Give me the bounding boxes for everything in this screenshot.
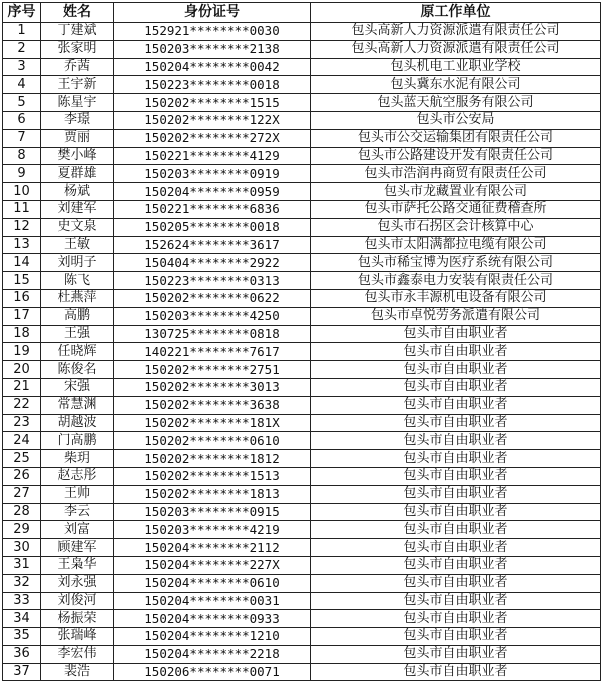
cell-index: 5 (3, 94, 41, 112)
cell-name: 宋强 (41, 378, 114, 396)
cell-id-number: 150202********0610 (114, 432, 311, 450)
cell-id-number: 150204********0933 (114, 610, 311, 628)
cell-id-number: 150221********6836 (114, 200, 311, 218)
table-row (3, 663, 601, 681)
cell-id-number: 150202********3638 (114, 396, 311, 414)
cell-index: 29 (3, 521, 41, 539)
cell-employer: 包头市萨托公路交通征费稽查所 (311, 200, 601, 218)
table-row (3, 40, 601, 58)
cell-employer: 包头市自由职业者 (311, 432, 601, 450)
cell-index: 1 (3, 23, 41, 41)
cell-id-number: 150202********1812 (114, 450, 311, 468)
cell-name: 杜燕萍 (41, 289, 114, 307)
header-name: 姓名 (41, 3, 114, 23)
cell-name: 王宇新 (41, 76, 114, 94)
cell-name: 王帅 (41, 485, 114, 503)
cell-index: 24 (3, 432, 41, 450)
cell-employer: 包头市公路建设开发有限责任公司 (311, 147, 601, 165)
cell-name: 王强 (41, 325, 114, 343)
cell-id-number: 152921********0030 (114, 23, 311, 41)
cell-index: 36 (3, 645, 41, 663)
cell-id-number: 152624********3617 (114, 236, 311, 254)
table-row (3, 289, 601, 307)
cell-name: 赵志彤 (41, 467, 114, 485)
header-index: 序号 (3, 3, 41, 23)
cell-employer: 包头市龙藏置业有限公司 (311, 183, 601, 201)
cell-employer: 包头市自由职业者 (311, 663, 601, 681)
cell-name: 樊小峰 (41, 147, 114, 165)
table-row (3, 556, 601, 574)
cell-name: 高鹏 (41, 307, 114, 325)
table-header (3, 3, 601, 23)
cell-index: 30 (3, 539, 41, 557)
cell-id-number: 150202********1813 (114, 485, 311, 503)
cell-employer: 包头市永丰源机电设备有限公司 (311, 289, 601, 307)
table-row (3, 307, 601, 325)
cell-employer: 包头市自由职业者 (311, 378, 601, 396)
cell-name: 杨振荣 (41, 610, 114, 628)
cell-name: 乔茜 (41, 58, 114, 76)
cell-name: 史文泉 (41, 218, 114, 236)
table-row (3, 343, 601, 361)
table-row (3, 111, 601, 129)
cell-employer: 包头市公安局 (311, 111, 601, 129)
cell-index: 2 (3, 40, 41, 58)
table-row (3, 574, 601, 592)
cell-id-number: 150206********0071 (114, 663, 311, 681)
cell-index: 9 (3, 165, 41, 183)
cell-index: 23 (3, 414, 41, 432)
cell-index: 3 (3, 58, 41, 76)
cell-id-number: 150223********0018 (114, 76, 311, 94)
cell-employer: 包头市自由职业者 (311, 539, 601, 557)
cell-employer: 包头市自由职业者 (311, 556, 601, 574)
cell-employer: 包头市卓悦劳务派遣有限公司 (311, 307, 601, 325)
cell-name: 刘明子 (41, 254, 114, 272)
cell-employer: 包头市石拐区会计核算中心 (311, 218, 601, 236)
cell-index: 33 (3, 592, 41, 610)
cell-id-number: 150203********0919 (114, 165, 311, 183)
cell-employer: 包头市自由职业者 (311, 485, 601, 503)
cell-name: 张瑞峰 (41, 628, 114, 646)
cell-name: 刘永强 (41, 574, 114, 592)
cell-name: 杨斌 (41, 183, 114, 201)
cell-name: 王枭华 (41, 556, 114, 574)
table-row (3, 432, 601, 450)
cell-name: 陈俊名 (41, 361, 114, 379)
cell-id-number: 150202********3013 (114, 378, 311, 396)
cell-index: 31 (3, 556, 41, 574)
cell-employer: 包头市自由职业者 (311, 592, 601, 610)
cell-employer: 包头市自由职业者 (311, 361, 601, 379)
table-row (3, 165, 601, 183)
table-row (3, 521, 601, 539)
cell-name: 李璟 (41, 111, 114, 129)
table-row (3, 23, 601, 41)
table-row (3, 450, 601, 468)
table-row (3, 272, 601, 290)
cell-employer: 包头市自由职业者 (311, 467, 601, 485)
cell-index: 28 (3, 503, 41, 521)
cell-employer: 包头市自由职业者 (311, 610, 601, 628)
table-row (3, 645, 601, 663)
cell-index: 21 (3, 378, 41, 396)
cell-id-number: 150204********0610 (114, 574, 311, 592)
cell-name: 王敏 (41, 236, 114, 254)
cell-index: 12 (3, 218, 41, 236)
cell-index: 8 (3, 147, 41, 165)
cell-name: 陈星宇 (41, 94, 114, 112)
cell-name: 张家明 (41, 40, 114, 58)
table-row (3, 129, 601, 147)
cell-employer: 包头市自由职业者 (311, 574, 601, 592)
cell-employer: 包头市鑫泰电力安装有限责任公司 (311, 272, 601, 290)
cell-index: 7 (3, 129, 41, 147)
table-row (3, 147, 601, 165)
table-row (3, 467, 601, 485)
cell-id-number: 150204********0959 (114, 183, 311, 201)
header-row (3, 3, 601, 23)
header-employer: 原工作单位 (311, 3, 601, 23)
cell-employer: 包头市自由职业者 (311, 645, 601, 663)
cell-index: 25 (3, 450, 41, 468)
cell-name: 胡越波 (41, 414, 114, 432)
cell-index: 18 (3, 325, 41, 343)
cell-id-number: 150404********2922 (114, 254, 311, 272)
cell-id-number: 150203********4219 (114, 521, 311, 539)
cell-employer: 包头市稀宝博为医疗系统有限公司 (311, 254, 601, 272)
cell-employer: 包头市自由职业者 (311, 503, 601, 521)
cell-employer: 包头高新人力资源派遣有限责任公司 (311, 40, 601, 58)
table-row (3, 254, 601, 272)
cell-name: 丁建斌 (41, 23, 114, 41)
cell-id-number: 150202********2751 (114, 361, 311, 379)
cell-id-number: 150202********122X (114, 111, 311, 129)
cell-index: 37 (3, 663, 41, 681)
cell-id-number: 150223********0313 (114, 272, 311, 290)
cell-id-number: 150202********181X (114, 414, 311, 432)
cell-index: 26 (3, 467, 41, 485)
cell-name: 顾建军 (41, 539, 114, 557)
cell-id-number: 130725********0818 (114, 325, 311, 343)
cell-employer: 包头市自由职业者 (311, 396, 601, 414)
cell-employer: 包头蓝天航空服务有限公司 (311, 94, 601, 112)
cell-index: 34 (3, 610, 41, 628)
cell-name: 陈飞 (41, 272, 114, 290)
cell-employer: 包头冀东水泥有限公司 (311, 76, 601, 94)
cell-index: 10 (3, 183, 41, 201)
cell-name: 裴浩 (41, 663, 114, 681)
cell-index: 16 (3, 289, 41, 307)
table-row (3, 414, 601, 432)
cell-name: 夏群雄 (41, 165, 114, 183)
header-id-number: 身份证号 (114, 3, 311, 23)
cell-id-number: 150204********1210 (114, 628, 311, 646)
cell-id-number: 150204********2112 (114, 539, 311, 557)
table-row (3, 183, 601, 201)
table-row (3, 58, 601, 76)
table-row (3, 200, 601, 218)
table-row (3, 76, 601, 94)
cell-employer: 包头市自由职业者 (311, 521, 601, 539)
cell-id-number: 140221********7617 (114, 343, 311, 361)
cell-index: 19 (3, 343, 41, 361)
table-row (3, 218, 601, 236)
cell-employer: 包头市自由职业者 (311, 628, 601, 646)
cell-name: 刘建军 (41, 200, 114, 218)
cell-index: 11 (3, 200, 41, 218)
cell-index: 4 (3, 76, 41, 94)
personnel-table (2, 2, 601, 681)
cell-id-number: 150205********0018 (114, 218, 311, 236)
cell-index: 14 (3, 254, 41, 272)
cell-employer: 包头市浩润冉商贸有限责任公司 (311, 165, 601, 183)
cell-name: 任晓辉 (41, 343, 114, 361)
cell-id-number: 150204********227X (114, 556, 311, 574)
cell-id-number: 150203********2138 (114, 40, 311, 58)
cell-name: 常慧渊 (41, 396, 114, 414)
table-row (3, 378, 601, 396)
cell-index: 13 (3, 236, 41, 254)
cell-id-number: 150202********1515 (114, 94, 311, 112)
cell-index: 22 (3, 396, 41, 414)
cell-id-number: 150203********4250 (114, 307, 311, 325)
table-row (3, 539, 601, 557)
cell-employer: 包头市自由职业者 (311, 414, 601, 432)
table-body (3, 23, 601, 681)
cell-id-number: 150204********0031 (114, 592, 311, 610)
cell-index: 32 (3, 574, 41, 592)
cell-index: 6 (3, 111, 41, 129)
cell-employer: 包头机电工业职业学校 (311, 58, 601, 76)
cell-employer: 包头市自由职业者 (311, 343, 601, 361)
cell-index: 20 (3, 361, 41, 379)
cell-id-number: 150203********0915 (114, 503, 311, 521)
cell-name: 柴玥 (41, 450, 114, 468)
table-row (3, 503, 601, 521)
table-row (3, 325, 601, 343)
cell-id-number: 150221********4129 (114, 147, 311, 165)
cell-index: 35 (3, 628, 41, 646)
table-row (3, 236, 601, 254)
table-row (3, 485, 601, 503)
table-row (3, 361, 601, 379)
table-row (3, 628, 601, 646)
table-row (3, 592, 601, 610)
cell-name: 门高鹏 (41, 432, 114, 450)
cell-id-number: 150202********1513 (114, 467, 311, 485)
cell-id-number: 150202********272X (114, 129, 311, 147)
cell-name: 刘富 (41, 521, 114, 539)
table-row (3, 396, 601, 414)
cell-name: 李云 (41, 503, 114, 521)
cell-name: 刘俊河 (41, 592, 114, 610)
cell-name: 贾丽 (41, 129, 114, 147)
table-row (3, 610, 601, 628)
cell-index: 27 (3, 485, 41, 503)
cell-employer: 包头市公交运输集团有限责任公司 (311, 129, 601, 147)
cell-employer: 包头市自由职业者 (311, 325, 601, 343)
cell-employer: 包头市自由职业者 (311, 450, 601, 468)
cell-employer: 包头市太阳满都拉电缆有限公司 (311, 236, 601, 254)
cell-id-number: 150204********2218 (114, 645, 311, 663)
cell-index: 15 (3, 272, 41, 290)
cell-index: 17 (3, 307, 41, 325)
cell-id-number: 150202********0622 (114, 289, 311, 307)
cell-id-number: 150204********0042 (114, 58, 311, 76)
cell-employer: 包头高新人力资源派遣有限责任公司 (311, 23, 601, 41)
cell-name: 李宏伟 (41, 645, 114, 663)
table-row (3, 94, 601, 112)
